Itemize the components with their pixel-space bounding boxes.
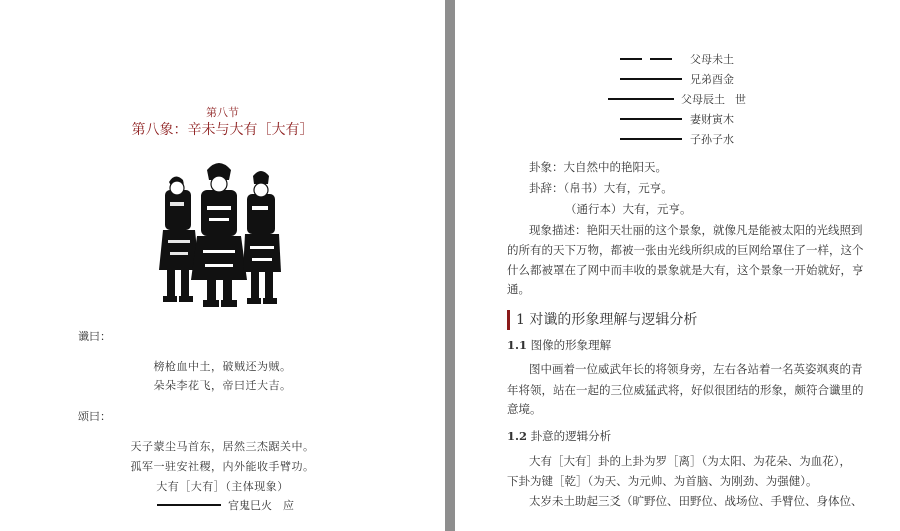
yao-label-3: 父母辰土 (681, 93, 725, 106)
left-page (0, 0, 445, 531)
prophecy-line-2: 朵朵李花飞，帝曰迁大吉。 (153, 379, 292, 392)
section-label: 第八节 (206, 106, 239, 119)
gua-ci-1: 卦辞：（帛书）大有，元亨。 (529, 181, 673, 195)
yao-line-5 (620, 138, 682, 140)
yao-line-top (157, 504, 221, 506)
ode-line-2: 孤军一驻安社稷，内外能收手臂功。 (130, 460, 315, 473)
subsection-heading-1-2: 1.2 卦意的逻辑分析 (507, 429, 612, 443)
yao-label-top: 官鬼巳火 应 (228, 499, 294, 512)
page-gutter (445, 0, 455, 531)
s1-line-3: 意境。 (507, 402, 542, 416)
yao-label-5: 子孙子水 (690, 133, 734, 146)
right-page (455, 0, 900, 531)
s2-line-3: 太岁未土助起三爻（旷野位、田野位、战场位、手臂位、身体位、 (529, 494, 863, 508)
s1-line-2: 年将领，站在一起的三位威猛武将，好似很团结的形象，颇符合谶里的 (507, 383, 864, 397)
prophecy-label: 谶曰： (78, 330, 111, 343)
yao-line-3 (608, 98, 674, 100)
s2-line-2: 下卦为键［乾］（为天、为元帅、为首脑、为刚劲、为强健）。 (507, 474, 818, 488)
s2-line-1: 大有［大有］卦的上卦为罗［离］（为太阳、为花朵、为血花）， (529, 454, 851, 468)
yao-line-2 (620, 78, 682, 80)
yao-line-1b (650, 58, 672, 60)
section-heading-1: 1 对谶的形象理解与逻辑分析 (507, 310, 697, 330)
yao-label-2: 兄弟酉金 (690, 73, 734, 86)
s1-line-1: 图中画着一位威武年长的将领身旁，左右各站着一名英姿飒爽的青 (529, 362, 863, 376)
gua-xiang: 卦象：大自然中的艳阳天。 (529, 160, 667, 174)
hexagram-caption: 大有［大有］（主体现象） (156, 480, 289, 493)
prophecy-line-1: 榜枪血中土，破贼还为贼。 (153, 360, 292, 373)
yao-line-4 (620, 118, 682, 120)
ode-line-1: 天子蒙尘马首东，居然三杰踞关中。 (130, 440, 315, 453)
yao-label-4: 妻财寅木 (690, 113, 734, 126)
chapter-title: 第八象：辛未与大有［大有］ (131, 122, 314, 138)
ode-label: 颂曰： (78, 410, 111, 423)
desc-line-3: 什么都被罩在了网中而丰收的景象就是大有，这个景象一开始就好，亨 (507, 263, 864, 277)
desc-line-4: 通。 (507, 282, 530, 296)
yao-shi-mark: 世 (735, 93, 746, 106)
yao-line-1a (620, 58, 642, 60)
subsection-heading-1-1: 1.1 图像的形象理解 (507, 338, 612, 352)
gua-ci-2: （通行本）大有，元亨。 (565, 202, 692, 216)
desc-line-2: 的所有的天下万物，都被一张由光线所织成的巨网给罩住了一样，这个 (507, 243, 864, 257)
three-generals-illustration (155, 160, 283, 315)
desc-line-1: 现象描述：艳阳天壮丽的这个景象，就像凡是能被太阳的光线照到 (529, 223, 863, 237)
yao-label-1: 父母未土 (690, 53, 734, 66)
